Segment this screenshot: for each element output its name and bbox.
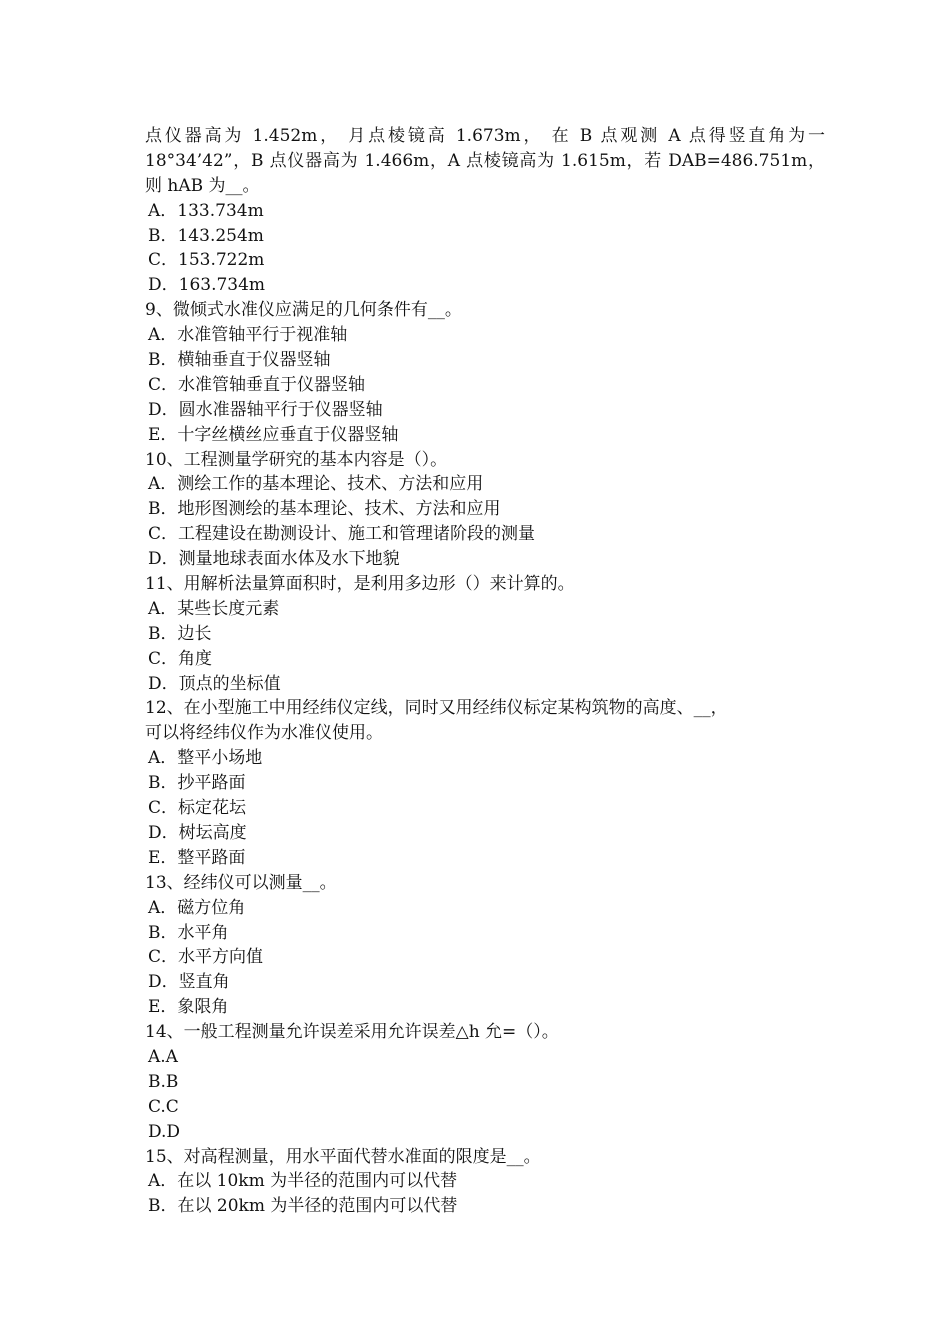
option: A．测绘工作的基本理论、技术、方法和应用 — [148, 474, 484, 495]
option: C．153.722m — [148, 250, 265, 271]
option: A．磁方位角 — [148, 897, 246, 918]
option: A．水准管轴平行于视准轴 — [148, 325, 348, 346]
option: E．十字丝横丝应垂直于仪器竖轴 — [148, 424, 399, 445]
document-body — [145, 124, 825, 1219]
option: D．树坛高度 — [148, 822, 247, 843]
question-13: 13、经纬仪可以测量__。 — [145, 872, 337, 893]
option: D．圆水准器轴平行于仪器竖轴 — [148, 399, 383, 420]
option: C．水准管轴垂直于仪器竖轴 — [148, 374, 366, 395]
option: C．水平方向值 — [148, 947, 264, 968]
option: B．边长 — [148, 623, 212, 644]
question-15: 15、对高程测量，用水平面代替水准面的限度是__。 — [145, 1146, 541, 1167]
intro-line-2: 18°34’42”，B 点仪器高为 1.466m，A 点棱镜高为 1.615m，若 DAB=486.751m， — [145, 150, 825, 171]
intro-line-3: 则 hAB 为__。 — [145, 175, 260, 196]
option: C．角度 — [148, 648, 213, 669]
option: B．横轴垂直于仪器竖轴 — [148, 350, 331, 371]
option: C.C — [148, 1096, 179, 1117]
option: D．竖直角 — [148, 972, 230, 993]
option: B．水平角 — [148, 922, 229, 943]
option: A.A — [148, 1046, 178, 1067]
option: C．标定花坛 — [148, 798, 247, 819]
option: A．某些长度元素 — [148, 598, 280, 619]
question-14: 14、一般工程测量允许误差采用允许误差△h 允=（）。 — [145, 1022, 559, 1043]
option: B．143.254m — [148, 225, 264, 246]
option: B．地形图测绘的基本理论、技术、方法和应用 — [148, 499, 501, 520]
question-12-line-2: 可以将经纬仪作为水准仪使用。 — [145, 723, 383, 744]
option: A．133.734m — [148, 200, 264, 221]
option: D．163.734m — [148, 275, 266, 296]
question-12-line-1: 12、在小型施工中用经纬仪定线，同时又用经纬仪标定某构筑物的高度、__， — [145, 698, 728, 719]
question-10: 10、工程测量学研究的基本内容是（）。 — [145, 449, 448, 470]
option: A．在以 10km 为半径的范围内可以代替 — [148, 1171, 458, 1192]
intro-line-1: 点仪器高为 1.452m， 月点棱镜高 1.673m， 在 B 点观测 A 点得竖直角为一 — [145, 126, 825, 146]
question-11: 11、用解析法量算面积时，是利用多边形（）来计算的。 — [145, 574, 575, 595]
question-9: 9、微倾式水准仪应满足的几何条件有__。 — [145, 300, 462, 321]
option: D.D — [148, 1121, 181, 1142]
option: E．整平路面 — [148, 847, 246, 868]
option: C．工程建设在勘测设计、施工和管理诸阶段的测量 — [148, 524, 536, 545]
option: B.B — [148, 1071, 179, 1092]
option: A．整平小场地 — [148, 748, 263, 769]
option: E．象限角 — [148, 997, 229, 1018]
option: B．在以 20km 为半径的范围内可以代替 — [148, 1196, 458, 1217]
option: D．测量地球表面水体及水下地貌 — [148, 549, 400, 570]
option: D．顶点的坐标值 — [148, 673, 281, 694]
option: B．抄平路面 — [148, 773, 246, 794]
